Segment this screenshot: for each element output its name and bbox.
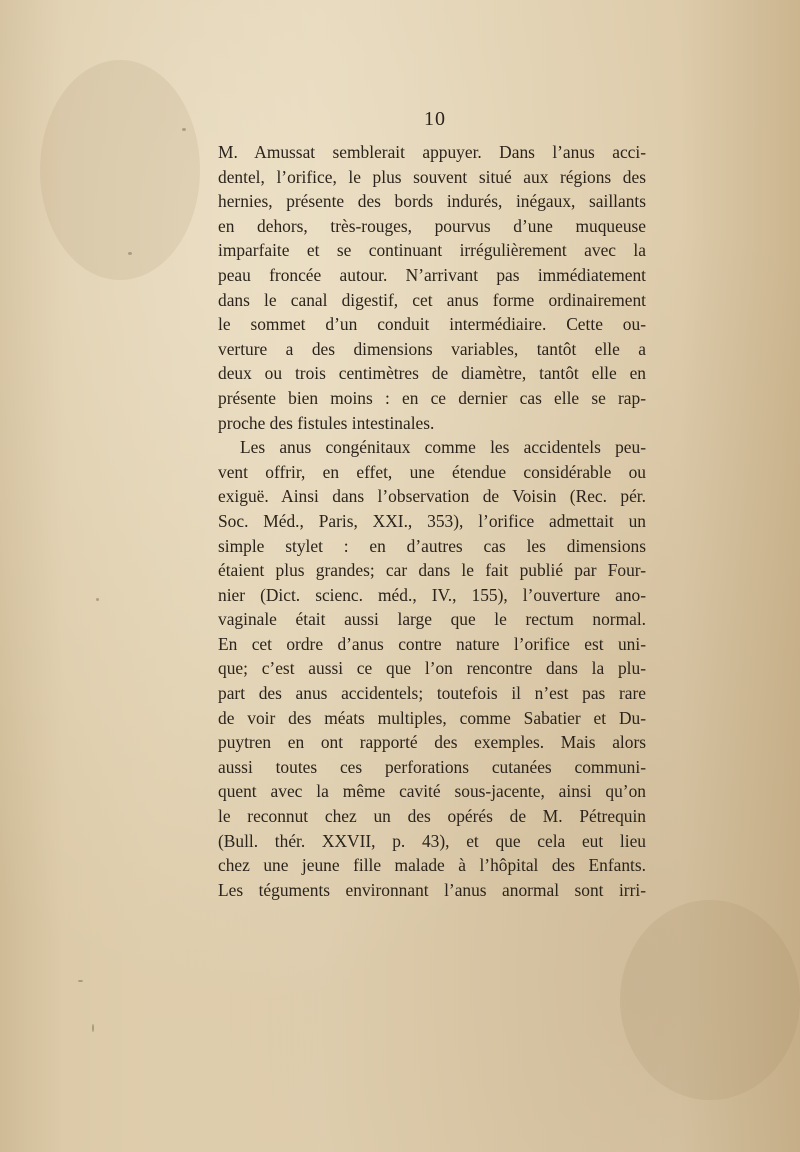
paper-speck: [78, 980, 83, 982]
text-line: nier (Dict. scienc. méd., IV., 155), l’ouverture ano-: [218, 584, 646, 605]
text-line: simple stylet : en d’autres cas les dimensions: [218, 535, 646, 556]
text-line: exiguë. Ainsi dans l’observation de Voisin (Rec. pér.: [218, 486, 646, 507]
text-line: vent offrir, en effet, une étendue considérable ou: [218, 461, 646, 482]
text-line: quent avec la même cavité sous-jacente, ainsi qu’on: [218, 781, 646, 802]
paper-speck: [96, 598, 99, 601]
paper-stain: [40, 60, 200, 280]
text-line: aussi toutes ces perforations cutanées communi-: [218, 756, 646, 777]
paper-speck: [92, 1024, 94, 1032]
text-line: vaginale était aussi large que le rectum normal.: [218, 609, 646, 630]
text-line: présente bien moins : en ce dernier cas elle se rap-: [218, 387, 646, 408]
text-line: Les anus congénitaux comme les accidentels peu-: [240, 437, 646, 458]
text-line: M. Amussat semblerait appuyer. Dans l’anus acci-: [218, 142, 646, 162]
text-line: étaient plus grandes; car dans le fait publié par Four-: [218, 560, 646, 581]
text-line: imparfaite et se continuant irrégulièrement avec la: [218, 240, 646, 261]
paragraph-2: [218, 435, 646, 902]
text-line: de voir des méats multiples, comme Sabatier et Du-: [218, 707, 646, 728]
text-line: part des anus accidentels; toutefois il n’est pas rare: [218, 683, 646, 704]
text-line: chez une jeune fille malade à l’hôpital des Enfants.: [218, 855, 646, 876]
text-line: Les téguments environnant l’anus anormal sont irri-: [218, 879, 646, 900]
text-line: dentel, l’orifice, le plus souvent situé aux régions des: [218, 166, 646, 187]
text-line: en dehors, très-rouges, pourvus d’une muqueuse: [218, 215, 646, 236]
text-line: puytren en ont rapporté des exemples. Mais alors: [218, 732, 646, 753]
text-line: verture a des dimensions variables, tantôt elle a: [218, 338, 646, 359]
body-text: [218, 140, 646, 902]
text-line: que; c’est aussi ce que l’on rencontre dans la plu-: [218, 658, 646, 679]
text-line: Soc. Méd., Paris, XXI., 353), l’orifice admettait un: [218, 510, 646, 531]
paragraph-1: [218, 140, 646, 435]
text-line: (Bull. thér. XXVII, p. 43), et que cela eut lieu: [218, 830, 646, 851]
text-line: deux ou trois centimètres de diamètre, tantôt elle en: [218, 363, 646, 384]
text-line: hernies, présente des bords indurés, inégaux, saillants: [218, 191, 646, 212]
text-line: peau froncée autour. N’arrivant pas immédiatement: [218, 264, 646, 285]
text-line: proche des fistules intestinales.: [218, 412, 435, 433]
text-line: le reconnut chez un des opérés de M. Pétrequin: [218, 806, 646, 827]
page-number: 10: [424, 108, 446, 130]
text-line: dans le canal digestif, cet anus forme ordinairement: [218, 289, 646, 310]
paper-speck: [128, 252, 132, 255]
text-line: le sommet d’un conduit intermédiaire. Cette ou-: [218, 314, 646, 335]
paper-stain: [620, 900, 800, 1100]
text-line: En cet ordre d’anus contre nature l’orifice est uni-: [218, 633, 646, 654]
